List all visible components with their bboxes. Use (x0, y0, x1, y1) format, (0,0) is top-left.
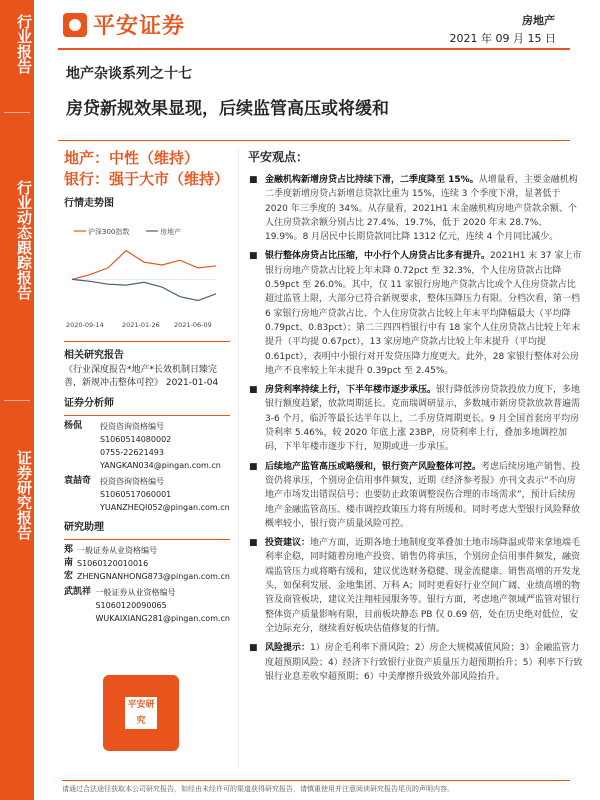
logo-text: 平安证券 (93, 14, 186, 39)
side-label-report-category: 行业动态跟踪报告 (15, 180, 33, 300)
assistant-license-no: S1060120090065 (95, 601, 167, 610)
assistant-name: 郑南宏 (64, 545, 74, 581)
analyst-license-no: S1060517060001 (100, 490, 172, 499)
key-point-text: 考虑后续房地产销售、投资仍将承压，个别房企信用事件频发，近期《经济参考报》亦刊文表示“不向房地产市场发出错误信号；也要防止政策调整误伤合理的市场需求”，预计后续房地产金融监管高压、楼市调控政策压力将有所缓和。同时考虑大型银行风险释放概率较小，银行资产质量风险可控。 (265, 461, 581, 529)
analyst-license-label: 投资咨询资格编号 (100, 477, 164, 486)
qr-code (103, 675, 179, 751)
key-point-text: 1）房企毛利率下滑风险；2）房企大规模减值风险；3）金融监管力度超预期风险；4）经济下行致银行业资产质量压力超预期抬升；5）利率下行致银行业息差收窄超预期；6）中美摩擦升级致外部风险抬升。 (265, 643, 583, 682)
analyst-entry (64, 475, 230, 514)
assistant-entry (64, 544, 230, 583)
side-divider (4, 400, 30, 401)
assistant-license-label: 一般证券从业资格编号 (95, 588, 176, 597)
section-rule (64, 539, 230, 540)
key-point-lead: 银行整体房贷占比压缩，中小行个人房贷占比多有提升。 (265, 251, 491, 262)
key-point (248, 249, 584, 378)
legend-real-estate: 房地产 (160, 228, 181, 236)
analyst-email[interactable]: YANGKAN034@pingan.com.cn (100, 461, 221, 470)
section-rule (64, 341, 230, 342)
qr-code-label: 平安研究 (125, 697, 157, 729)
chart-label: 行情走势图 (64, 198, 114, 209)
key-point-text: 地产方面，近期各地土地制度变革叠加土地市场降温或带来拿地端毛利率企稳，同时随着房地产投资、销售仍将承压，个别房企信用事件频发，融资端监管压力或将略有缓和，建议优选财务稳健、现金流健康、销售高增的开发龙头，如保利发展、金地集团、万科 A；同时更看好行业空间广阔、业绩高增的物管及商管板块，建议关注翔桂园服务等。银行方面，考虑地产领域严监管对银行整体资产质量影响有限，目前板块静态 PB 仅 0.69 倍，处在历史绝对低位，安全边际充分，继续看好板块估值修复的行情。 (265, 538, 581, 634)
title-rule (58, 140, 570, 141)
assistant-name: 武凯祥 (64, 587, 92, 597)
analyst-email[interactable]: YUANZHEQI052@pingan.com.cn (100, 503, 230, 512)
assistant-entry (64, 586, 230, 625)
company-logo (63, 9, 185, 40)
key-point (248, 460, 584, 531)
section-rule (64, 415, 230, 416)
x-tick-3: 2021-06-09 (174, 321, 212, 329)
footer-disclaimer: 请通过合法途径获取本公司研究报告，如经由未经许可的渠道获得研究报告，请慎重使用并注意阅读研究报告尾页的声明内容。 (62, 780, 570, 794)
related-report-link[interactable]: 《行业深度报告*地产*长效机制日臻完善，新规冲击整体可控》 2021-01-04 (64, 365, 219, 388)
side-label-report-type: 行业报告 (15, 14, 33, 74)
report-series: 地产杂谈系列之十七 (66, 66, 192, 82)
analyst-phone: 0755-22621493 (100, 448, 164, 457)
header-rule (58, 48, 570, 50)
side-label-research: 证券研究报告 (15, 450, 33, 540)
key-point (248, 173, 584, 244)
column-divider (238, 148, 239, 768)
key-point (248, 536, 584, 636)
trend-chart (64, 213, 224, 331)
rating-real-estate: 地产：中性（维持） (64, 149, 200, 167)
rating-bank: 银行：强于大市（维持） (64, 170, 230, 188)
right-column (248, 148, 584, 689)
analysts-label: 证券分析师 (64, 398, 114, 409)
logo-icon (63, 13, 87, 37)
assistant-email[interactable]: ZHENGNANHONG873@pingan.com.cn (76, 572, 230, 581)
key-point-lead: 房贷利率持续上行，下半年楼市逐步承压。 (265, 385, 437, 396)
side-divider (4, 112, 30, 113)
assistant-license-label: 一般证券从业资格编号 (76, 546, 157, 555)
key-points-title: 平安观点： (248, 150, 309, 164)
key-point-text: 从增量看，主要金融机构二季度新增房贷占新增总贷款比重为 15%，连续 3 个季度下滑，显著低于 2020 年三季度的 34%。从存量看，2021H1 末金融机构房地产贷款余额、个人住房贷款余额分别占比 27.4%、19.7%，低于 2020 年末 28.7%、19.9%。8 月居民中长期贷款同比降 1312 亿元，连续 4 个月同比减少。 (265, 175, 578, 243)
key-point-lead: 金融机构新增房贷占比持续下滑，二季度降至 15%。 (265, 175, 479, 185)
x-tick-2: 2021-01-26 (122, 321, 160, 329)
key-point (248, 383, 584, 454)
left-column (64, 148, 230, 625)
analyst-license-no: S1060514080002 (100, 435, 172, 444)
report-date: 2021 年 09 月 15 日 (449, 32, 556, 45)
key-point-lead: 后续地产监管高压或略缓和，银行资产风险整体可控。 (265, 461, 482, 472)
series-line-real-estate (72, 279, 216, 300)
analyst-name: 杨侃 (64, 421, 83, 431)
industry-name: 房地产 (522, 14, 555, 27)
legend-hs300: 沪深300指数 (88, 228, 130, 236)
assistants-label: 研究助理 (64, 522, 104, 533)
analyst-name: 袁喆奇 (64, 476, 92, 486)
related-reports-label: 相关研究报告 (64, 350, 124, 361)
x-tick-1: 2020-09-14 (66, 321, 104, 329)
key-point-lead: 风险提示： (265, 643, 311, 654)
assistant-license-no: S1060120010016 (76, 559, 149, 568)
assistant-email[interactable]: WUKAIXIANG281@pingan.com.cn (95, 614, 230, 623)
side-bar (0, 0, 34, 800)
report-title: 房贷新规效果显现，后续监管高压或将缓和 (66, 99, 389, 119)
series-line-hs300 (72, 251, 216, 280)
analyst-license-label: 投资咨询资格编号 (100, 422, 164, 431)
key-point-text: 2021H1 末 37 家上市银行房地产贷款占比较上年末降 0.72pct 至 32.3%，个人住房贷款占比降 0.59pct 至 26.0%。其中，仅 11 家银行房地产贷款占比或个人住房贷款占比超过监管上限，大部分已符合新规要求，整体压降压力有限。分档次看，第一档 6 家银行房地产贷款占比、个人住房贷款占比较上年末平均降幅最大（平均降 0.79pct、0.83pct）；第二三四四档银行中有 18 家个人住房贷款占比较上年末提升（平均提 0.67pct），13 家房地产贷款占比较上年末提升（平均提 0.61pct），表明中小银行对开发贷压降力度更大。此外，28 家银行整体对公房地产不良率较上年末提升 0.39pct 至 2.45%。 (265, 251, 582, 376)
key-point (248, 641, 584, 684)
key-point-text: 银行降低涉房贷款投放力度下，多地银行额度趋紧，放款周期延长。克而瑞调研显示，多数城市新房贷款放款普遍需 3-6 个月，临沂等最长达半年以上，二手房贷周期更长。9 月全国首套房平均房贷利率 5.46%，较 2020 年底上涨 23BP，房贷利率上行，叠加多地调控加码，下半年楼市逐步下行，短期或进一步承压。 (265, 385, 581, 453)
analyst-entry (64, 420, 230, 472)
key-point-lead: 投资建议： (265, 538, 311, 549)
